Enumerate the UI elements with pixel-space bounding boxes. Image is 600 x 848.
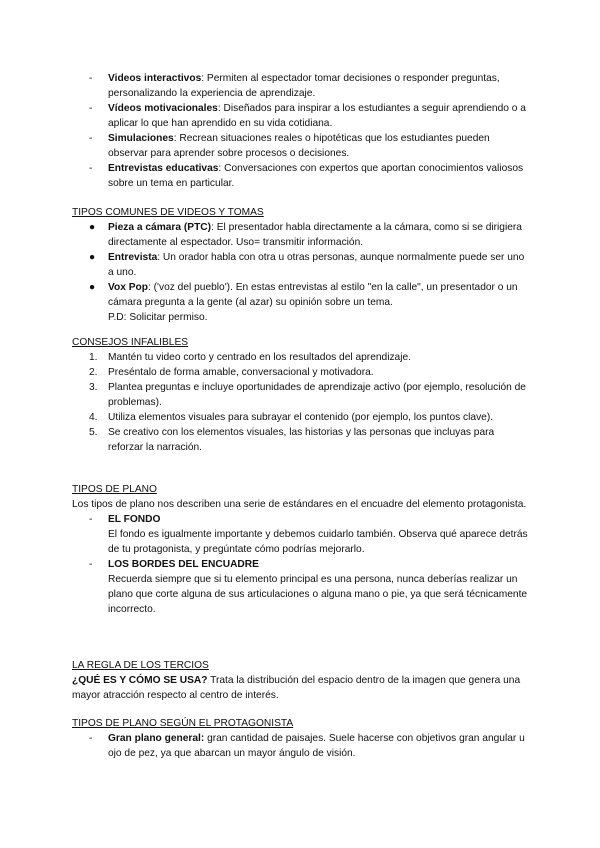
question-term: ¿QUÉ ES Y CÓMO SE USA? xyxy=(72,675,208,686)
item-text: : ('voz del pueblo'). En estas entrevistas al estilo "en la calle", un presentador o un cámara pregunta a la gente (al azar) su opinión sobre un tema. xyxy=(108,282,518,308)
bullet-marker: ● xyxy=(89,282,96,293)
list-item xyxy=(72,250,532,280)
item-term: LOS BORDES DEL ENCUADRE xyxy=(108,559,259,570)
list-item xyxy=(72,350,532,365)
list-item xyxy=(72,280,532,325)
section-tipos-plano xyxy=(72,482,532,617)
section-heading: TIPOS DE PLANO xyxy=(72,484,157,495)
item-text: : Permiten al espectador tomar decisiones o responder preguntas, personalizando la experiencia de aprendizaje. xyxy=(108,73,500,99)
list-item xyxy=(72,131,532,161)
item-term: Entrevista xyxy=(108,252,158,263)
section-heading: LA REGLA DE LOS TERCIOS xyxy=(72,660,209,671)
number-marker: 4. xyxy=(89,412,98,423)
section-heading: CONSEJOS INFALIBLES xyxy=(72,337,189,348)
bullet-marker: ● xyxy=(89,252,96,263)
item-text: : Diseñados para inspirar a los estudiantes a seguir aprendiendo o a aplicar lo que han aprendido en su vida cotidiana. xyxy=(108,103,526,129)
item-term: EL FONDO xyxy=(108,514,161,525)
item-term: Gran plano general: xyxy=(108,733,205,744)
item-text: El fondo es igualmente importante y debemos cuidarlo también. Observa qué aparece detrás de tu protagonista, y pregúntate cómo podrías mejorarlo. xyxy=(108,529,528,555)
item-term: Pieza a cámara (PTC) xyxy=(108,222,212,233)
number-marker: 1. xyxy=(89,352,98,363)
item-text: Recuerda siempre que si tu elemento principal es una persona, nunca deberías realizar un plano que corte alguna de sus articulaciones o alguna mano o pie, ya que será técnicamente incorrecto. xyxy=(108,574,528,615)
bullet-marker: ● xyxy=(89,222,96,233)
item-term: Vox Pop xyxy=(108,282,148,293)
item-term: Entrevistas educativas xyxy=(108,163,219,174)
item-text: Preséntalo de forma amable, conversacional y motivadora. xyxy=(108,367,374,378)
dash-marker: - xyxy=(89,559,93,570)
dash-marker: - xyxy=(89,733,93,744)
list-item xyxy=(72,731,532,761)
section-heading: TIPOS DE PLANO SEGÚN EL PROTAGONISTA xyxy=(72,718,294,729)
list-item xyxy=(72,71,532,101)
number-marker: 2. xyxy=(89,367,98,378)
list-item xyxy=(72,410,532,425)
section-intro: Los tipos de plano nos describen una serie de estándares en el encuadre del elemento protagonista. xyxy=(72,499,527,510)
item-text: Se creativo con los elementos visuales, las historias y las personas que incluyas para reforzar la narración. xyxy=(108,427,495,453)
dash-marker: - xyxy=(89,133,93,144)
dash-marker: - xyxy=(89,514,93,525)
item-term: Vídeos motivacionales xyxy=(108,103,218,114)
list-item xyxy=(72,220,532,250)
item-note: P.D: Solicitar permiso. xyxy=(108,312,208,323)
item-text: Mantén tu video corto y centrado en los resultados del aprendizaje. xyxy=(108,352,411,363)
section-tipos-videos xyxy=(72,205,532,325)
dash-marker: - xyxy=(89,163,93,174)
list-item xyxy=(72,512,532,557)
item-text: : El presentador habla directamente a la cámara, como si se dirigiera directamente al espectador. Uso= transmitir información. xyxy=(108,222,522,248)
paragraph-text: Trata la distribución del espacio dentro de la imagen que genera una mayor atracción respecto al centro de interés. xyxy=(72,675,521,701)
list-item xyxy=(72,557,532,617)
list-item xyxy=(72,101,532,131)
item-text: : Conversaciones con expertos que aportan conocimientos valiosos sobre un tema en particular. xyxy=(108,163,524,189)
item-text: Utiliza elementos visuales para subrayar el contenido (por ejemplo, los puntos clave). xyxy=(108,412,494,423)
section-heading: TIPOS COMUNES DE VIDEOS Y TOMAS xyxy=(72,207,264,218)
dash-marker: - xyxy=(89,103,93,114)
dash-marker: - xyxy=(89,73,93,84)
number-marker: 5. xyxy=(89,427,98,438)
item-term: Videos interactivos xyxy=(108,73,202,84)
item-term: Simulaciones xyxy=(108,133,174,144)
item-text: Plantea preguntas e incluye oportunidades de aprendizaje activo (por ejemplo, resolución de problemas). xyxy=(108,382,526,408)
list-item xyxy=(72,380,532,410)
item-text: gran cantidad de paisajes. Suele hacerse con objetivos gran angular u ojo de pez, ya que abarcan un mayor ángulo de visión. xyxy=(108,733,525,759)
section-regla-tercios xyxy=(72,658,532,703)
item-text: : Un orador habla con otra u otras personas, aunque normalmente puede ser uno a uno. xyxy=(108,252,525,278)
section-paragraph xyxy=(72,673,532,703)
section-consejos xyxy=(72,335,532,455)
list-item xyxy=(72,365,532,380)
list-item xyxy=(72,161,532,191)
number-marker: 3. xyxy=(89,382,98,393)
section-plano-protagonista xyxy=(72,716,532,761)
item-text: : Recrean situaciones reales o hipotéticas que los estudiantes pueden observar para aprender sobre procesos o decisiones. xyxy=(108,133,490,159)
top-list xyxy=(72,71,532,191)
list-item xyxy=(72,425,532,455)
